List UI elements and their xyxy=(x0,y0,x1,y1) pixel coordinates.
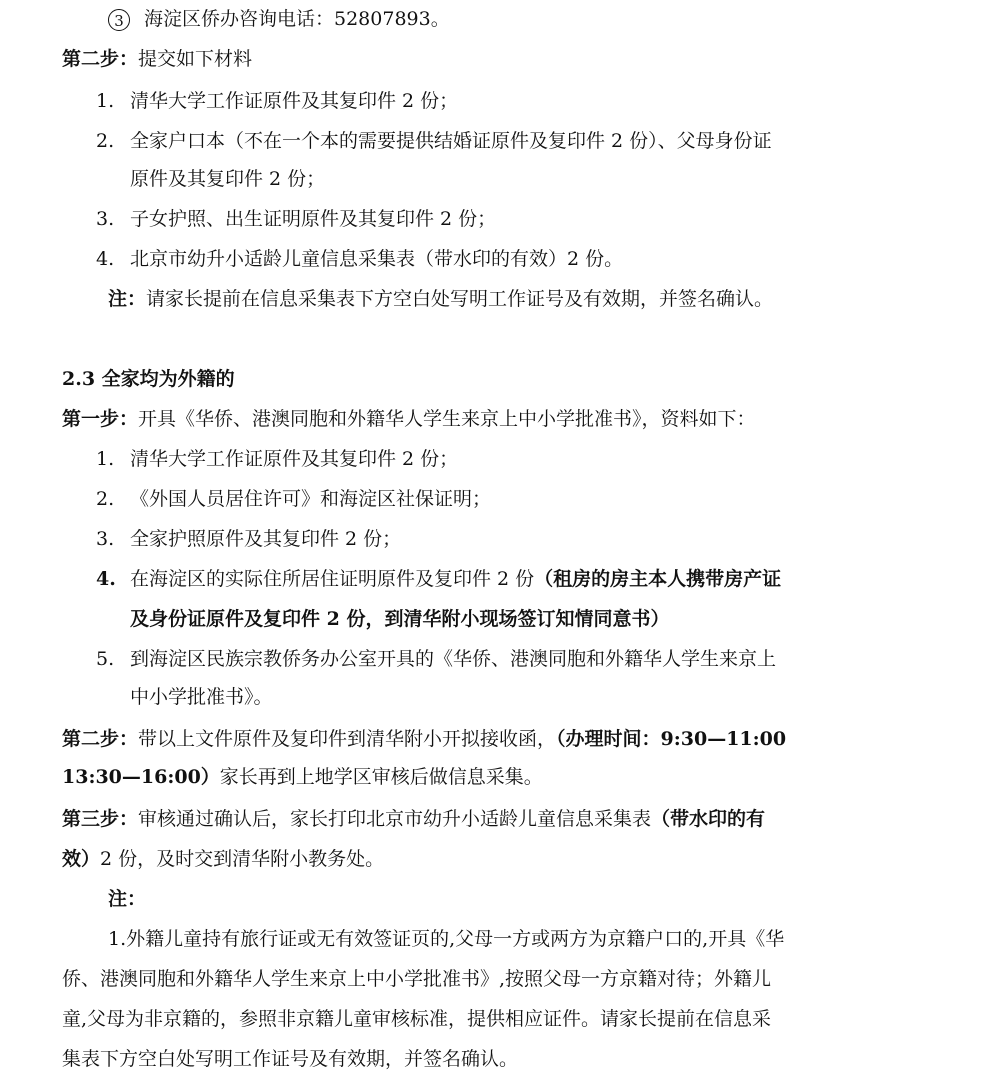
list-item xyxy=(96,566,781,592)
step-text-bold: （带水印的有 xyxy=(651,808,766,830)
list-number: 2. xyxy=(96,488,115,510)
contact-text: 海淀区侨办咨询电话：52807893。 xyxy=(144,8,450,30)
office-hours: （办理时间：9:30—11:00 xyxy=(556,728,787,750)
list-item xyxy=(96,206,496,232)
note-paragraph-line: 集表下方空白处写明工作证号及有效期，并签名确认。 xyxy=(62,1048,519,1070)
note-label: 注： xyxy=(108,888,147,910)
list-item-continuation: 原件及其复印件 2 份； xyxy=(130,168,326,190)
note-paragraph-line: 童,父母为非京籍的，参照非京籍儿童审核标准，提供相应证件。请家长提前在信息采 xyxy=(62,1008,772,1030)
list-item xyxy=(96,486,491,512)
note-text: 请家长提前在信息采集表下方空白处写明工作证号及有效期，并签名确认。 xyxy=(146,288,774,310)
list-number: 2. xyxy=(96,130,115,152)
list-number: 4. xyxy=(96,248,115,270)
list-text: 清华大学工作证原件及其复印件 2 份； xyxy=(130,448,459,470)
list-number: 4. xyxy=(96,568,116,590)
list-item xyxy=(96,526,401,552)
step-text: 家长再到上地学区审核后做信息采集。 xyxy=(219,766,543,788)
list-text-bold: （租房的房主本人携带房产证 xyxy=(534,568,782,590)
step-continuation xyxy=(62,764,543,790)
list-item xyxy=(96,646,776,672)
step-text: 提交如下材料 xyxy=(138,48,253,70)
step-heading xyxy=(62,806,765,832)
step-heading xyxy=(62,726,786,752)
step-label: 第三步： xyxy=(62,808,139,830)
list-item xyxy=(96,446,458,472)
contact-line xyxy=(108,6,450,32)
note-paragraph-line: 侨、港澳同胞和外籍华人学生来京上中小学批准书》,按照父母一方京籍对待；外籍儿 xyxy=(62,968,772,990)
list-text: 清华大学工作证原件及其复印件 2 份； xyxy=(130,90,459,112)
step-text: 2 份，及时交到清华附小教务处。 xyxy=(100,848,385,870)
step-text: 审核通过确认后，家长打印北京市幼升小适龄儿童信息采集表 xyxy=(138,808,652,830)
list-number: 1. xyxy=(96,90,115,112)
list-text: 《外国人员居住许可》和海淀区社保证明； xyxy=(130,488,492,510)
list-text: 北京市幼升小适龄儿童信息采集表（带水印的有效）2 份。 xyxy=(130,248,624,270)
note-line xyxy=(108,286,773,312)
step-heading xyxy=(62,46,252,72)
note-label: 注： xyxy=(108,288,147,310)
list-item xyxy=(96,128,772,154)
list-number: 5. xyxy=(96,648,115,670)
step-text-bold: 效） xyxy=(62,848,101,870)
list-number: 3. xyxy=(96,208,115,230)
step-label: 第二步： xyxy=(62,48,139,70)
section-heading: 2.3 全家均为外籍的 xyxy=(62,368,235,390)
circled-number: 3 xyxy=(108,9,130,31)
list-item-continuation: 及身份证原件及复印件 2 份，到清华附小现场签订知情同意书） xyxy=(130,608,670,630)
list-item-continuation: 中小学批准书》。 xyxy=(130,686,273,708)
step-continuation xyxy=(62,846,384,872)
step-label: 第二步： xyxy=(62,728,139,750)
list-text: 全家户口本（不在一个本的需要提供结婚证原件及复印件 2 份）、父母身份证 xyxy=(130,130,772,152)
list-text: 到海淀区民族宗教侨务办公室开具的《华侨、港澳同胞和外籍华人学生来京上 xyxy=(130,648,777,670)
list-text: 全家护照原件及其复印件 2 份； xyxy=(130,528,402,550)
office-hours: 13:30—16:00） xyxy=(62,766,220,788)
list-number: 1. xyxy=(96,448,115,470)
list-item xyxy=(96,88,458,114)
list-text: 在海淀区的实际住所居住证明原件及复印件 2 份 xyxy=(130,568,535,590)
step-text: 带以上文件原件及复印件到清华附小开拟接收函， xyxy=(138,728,557,750)
note-paragraph-line: 1.外籍儿童持有旅行证或无有效签证页的,父母一方或两方为京籍户口的,开具《华 xyxy=(108,928,785,950)
step-heading xyxy=(62,406,756,432)
list-number: 3. xyxy=(96,528,115,550)
list-item xyxy=(96,246,623,272)
step-label: 第一步： xyxy=(62,408,139,430)
step-text: 开具《华侨、港澳同胞和外籍华人学生来京上中小学批准书》，资料如下： xyxy=(138,408,756,430)
list-text: 子女护照、出生证明原件及其复印件 2 份； xyxy=(130,208,497,230)
